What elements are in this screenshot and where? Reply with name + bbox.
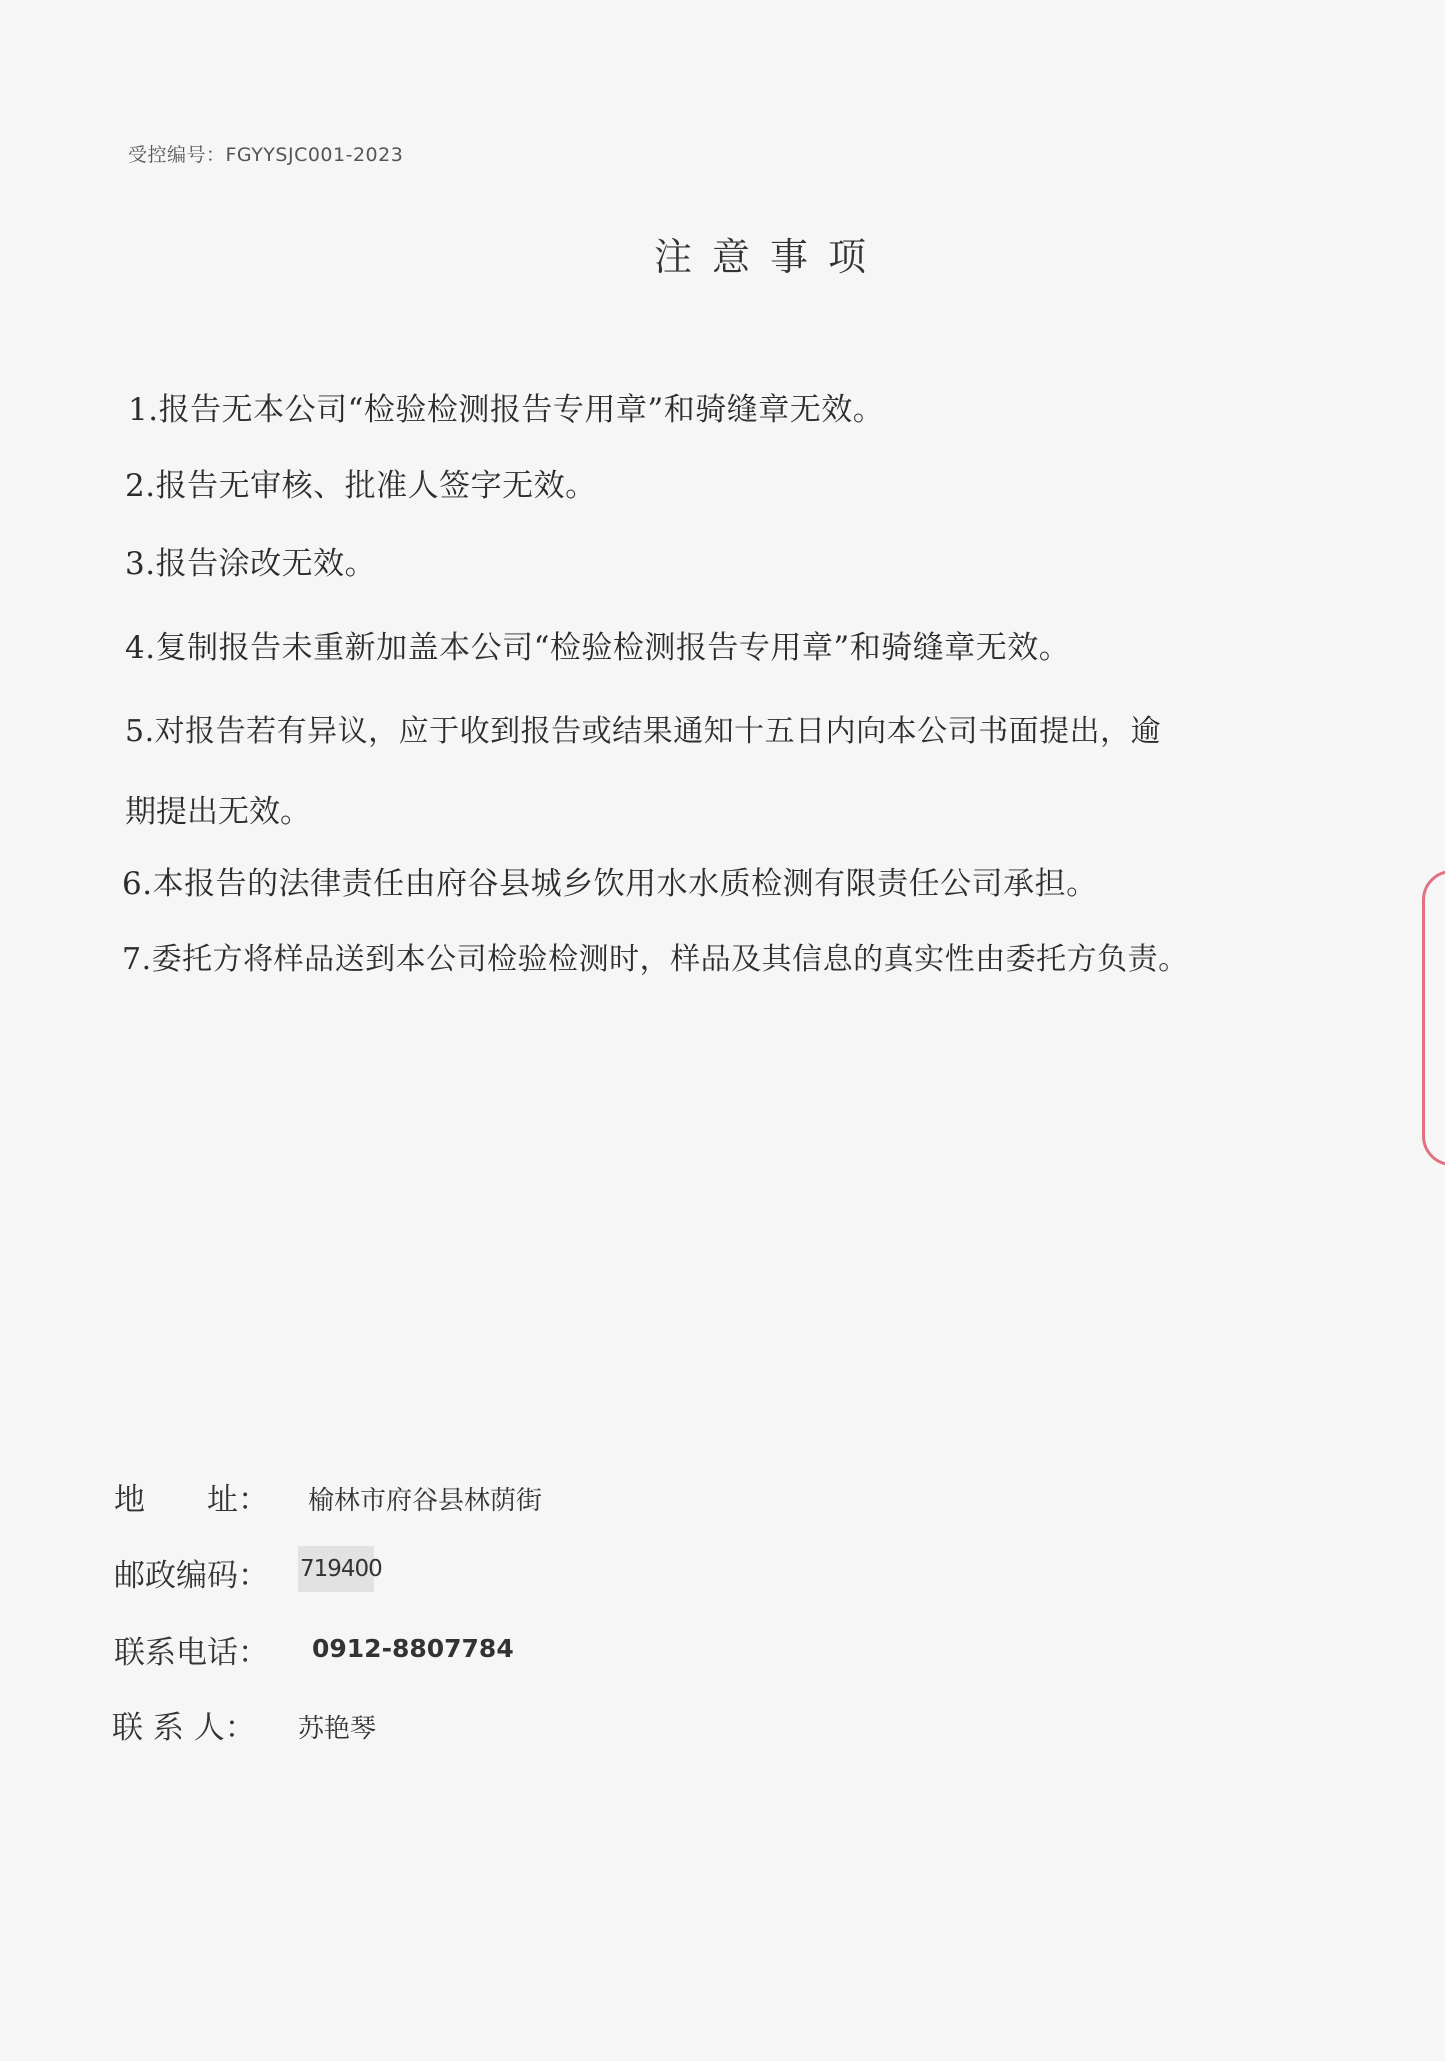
notice-item: 2.报告无审核、批准人签字无效。 bbox=[125, 468, 597, 504]
postal-label: 邮政编码： bbox=[114, 1558, 269, 1594]
control-number: 受控编号：FGYYSJC001-2023 bbox=[128, 144, 404, 166]
contact-person-value: 苏艳琴 bbox=[298, 1714, 377, 1744]
partial-seal-stamp bbox=[1422, 870, 1445, 1166]
notice-item: 7.委托方将样品送到本公司检验检测时，样品及其信息的真实性由委托方负责。 bbox=[122, 942, 1189, 977]
contact-person-label: 联 系 人： bbox=[112, 1710, 256, 1746]
notice-item: 3.报告涂改无效。 bbox=[125, 546, 377, 582]
postal-value: 719400 bbox=[300, 1556, 382, 1582]
phone-value: 0912-8807784 bbox=[312, 1634, 514, 1663]
notice-item: 5.对报告若有异议，应于收到报告或结果通知十五日内向本公司书面提出，逾 bbox=[125, 714, 1162, 749]
notice-item: 4.复制报告未重新加盖本公司“检验检测报告专用章”和骑缝章无效。 bbox=[125, 630, 1071, 666]
notice-item-continuation: 期提出无效。 bbox=[125, 794, 311, 830]
notice-item: 1.报告无本公司“检验检测报告专用章”和骑缝章无效。 bbox=[128, 392, 885, 428]
address-value: 榆林市府谷县林荫街 bbox=[308, 1486, 543, 1516]
page-title: 注意事项 bbox=[653, 235, 886, 279]
address-label: 地 址： bbox=[114, 1482, 269, 1518]
phone-label: 联系电话： bbox=[114, 1635, 269, 1671]
notice-item: 6.本报告的法律责任由府谷县城乡饮用水水质检测有限责任公司承担。 bbox=[122, 866, 1098, 902]
